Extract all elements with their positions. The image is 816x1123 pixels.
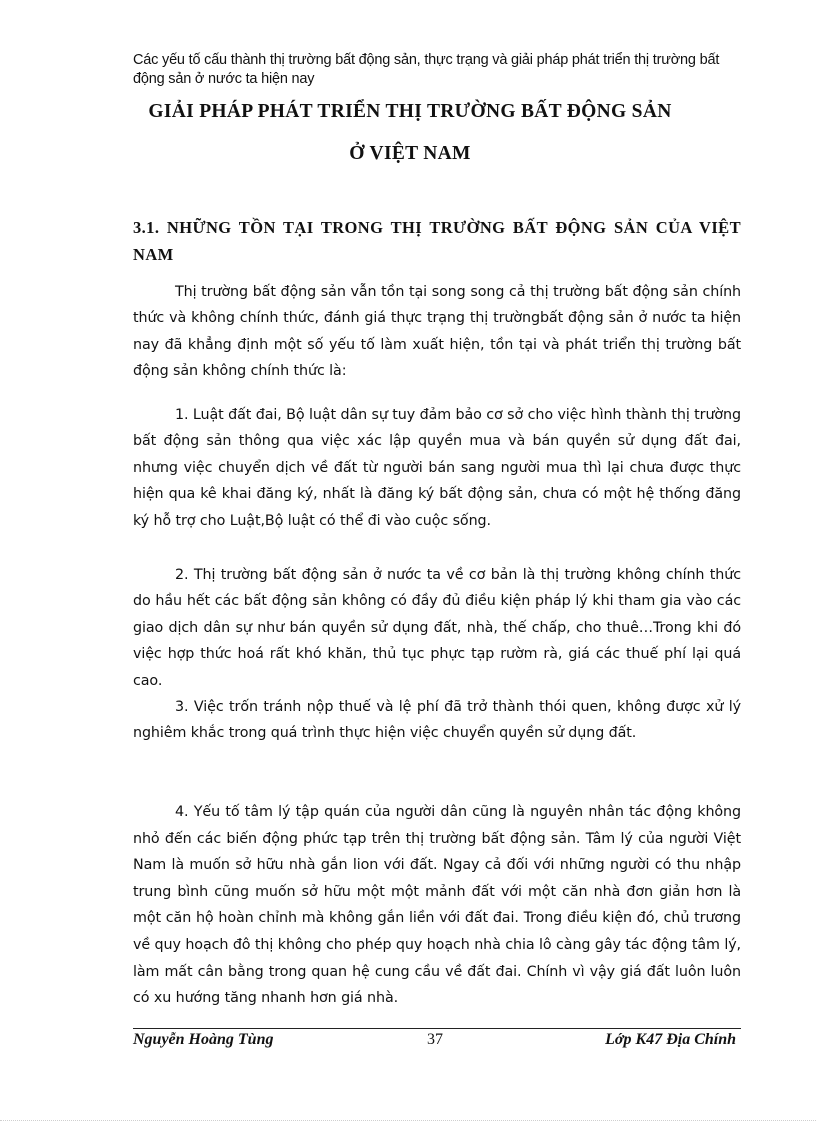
paragraph-item-2: 2. Thị trường bất động sản ở nước ta về cơ bản là thị trường không chính thức do hầu hết các bất động sản không có đầy đủ điều kiện pháp lý khi tham gia vào các giao dịch dân sự như bán quyền sử dụng đất, nhà, thế chấp, cho thuê…Trong khi đó việc hợp thức hoá rất khó khăn, thủ tục phực tạp rườm rà, giá các thuế phí lại quá cao. (133, 567, 741, 689)
footer-rule (133, 1028, 741, 1029)
chapter-title-line2: Ở VIỆT NAM (349, 143, 471, 164)
page-number: 37 (427, 1031, 443, 1048)
running-header: Các yếu tố cấu thành thị trường bất động sản, thực trạng và giải pháp phát triển thị trường bất động sản ở nước ta hiện nay (133, 52, 720, 87)
chapter-title: GIẢI PHÁP PHÁT TRIỂN THỊ TRƯỜNG BẤT ĐỘNG SẢN (148, 101, 672, 122)
paragraph-intro: Thị trường bất động sản vẫn tồn tại song song cả thị trường bất động sản chính thức và không chính thức, đánh giá thực trạng thị trườngbất động sản ở nước ta hiện nay đã khẳng định một số yếu tố làm xuất hiện, tồn tại và phát triển thị trường bất động sản không chính thức là: (133, 284, 741, 380)
page-boundary (0, 1120, 816, 1121)
footer-class: Lớp K47 Địa Chính (605, 1031, 736, 1048)
footer-author: Nguyễn Hoàng Tùng (133, 1031, 274, 1048)
paragraph-item-3: 3. Việc trốn tránh nộp thuế và lệ phí đã trở thành thói quen, không được xử lý nghiêm khắc trong quá trình thực hiện việc chuyển quyền sử dụng đất. (133, 699, 741, 742)
paragraph-item-4: 4. Yếu tố tâm lý tập quán của người dân cũng là nguyên nhân tác động không nhỏ đến các biến động phức tạp trên thị trường bất động sản. Tâm lý của người Việt Nam là muốn sở hữu nhà gắn lion với đất. Ngay cả đối với những người có thu nhập trung bình cũng muốn sở hữu một một mảnh đất với một căn nhà đơn giản hơn là một căn hộ hoàn chỉnh mà không gắn liền với đất đai. Trong điều kiện đó, chủ trương về quy hoạch đô thị không cho phép quy hoạch nhà chia lô càng gây tác động tâm lý, làm mất cân bằng trong quan hệ cung cầu về đất đai. Chính vì vậy giá đất luôn luôn có xu hướng tăng nhanh hơn giá nhà. (133, 804, 741, 1007)
paragraph-item-1: 1. Luật đất đai, Bộ luật dân sự tuy đảm bảo cơ sở cho việc hình thành thị trường bất động sản thông qua việc xác lập quyền mua và bán quyền sử dụng đất đai, nhưng việc chuyển dịch về đất từ người bán sang người mua thì lại chưa được thực hiện qua kê khai đăng ký, nhất là đăng ký bất động sản, chưa có một hệ thống đăng ký hỗ trợ cho Luật,Bộ luật có thể đi vào cuộc sống. (133, 407, 741, 529)
section-heading: 3.1. NHỮNG TỒN TẠI TRONG THỊ TRƯỜNG BẤT ĐỘNG SẢN CỦA VIỆT NAM (133, 218, 741, 264)
